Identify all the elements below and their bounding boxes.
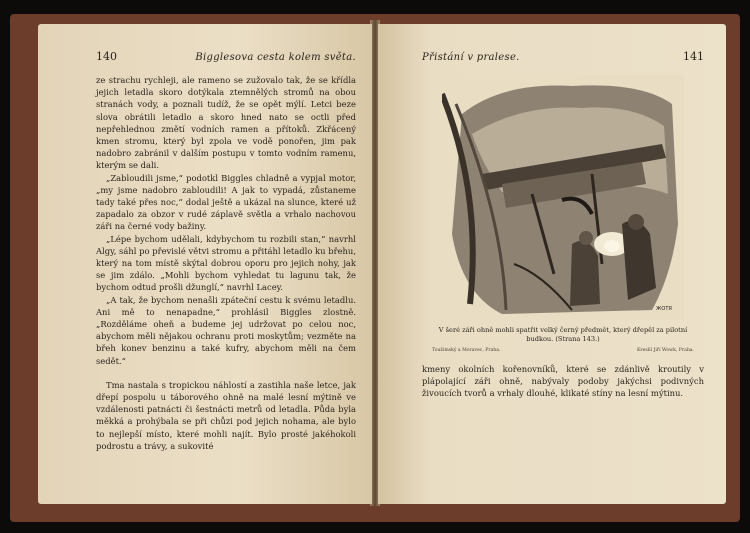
paragraph: ze strachu rychleji, ale rameno se zužovalo tak, že se křídla jejich letadla skoro dotýkala ztemnělých stromů na obou stranách vody, a poznali tudíž, že se opět mýlí. Letci beze slova obrátili letadlo a skoro hned nato se octli před nepřehlednou změtí vodních ramen a přítoků. Zkřácený kmen stromu, který byl zpola ve vodě ponořen, jim pak nadobro zabránil v dalším postupu v tomto vodním ramenu, kterým se dali. (96, 75, 356, 171)
section-break (96, 367, 356, 379)
paragraph: kmeny okolních kořenovníků, které se zdánlivě kroutily v plápolající záři ohně, nabývaly podoby jakýchsi podivných živoucích tvorů a vrhaly dlouhé, klikaté stíny na lesní mýtinu. (422, 364, 704, 399)
left-page-header (96, 50, 356, 63)
right-page (378, 24, 726, 504)
left-page-body (96, 74, 356, 452)
publisher-credit: Toužimský a Moravec, Praha. (432, 348, 501, 353)
illustration (442, 74, 684, 320)
paragraph: „Zabloudili jsme,“ podotkl Biggles chladně a vypjal motor, „my jsme nadobro zabloudili! A jak to vypadá, zůstaneme tady také přes noc,“ dodal ještě a ukázal na slunce, které už zapadalo za obzor v rudé záplavě světla a vrhalo nachovou záři na černé vody bažiny. (96, 172, 356, 232)
paragraph: „A tak, že bychom nenašli zpáteční cestu k svému letadlu. Ani mě to nenapadne,“ prohlásil Biggles zlostně. „Rozděláme oheň a budeme jej udržovat po celou noc, abychom měli nějakou ochranu proti moskytům; vezměte na břeh konev benzinu a také kufry, abychom měli na čem sedět.“ (96, 294, 356, 366)
paragraph: Tma nastala s tropickou náhlostí a zastihla naše letce, jak dřepí pospolu u táborového ohně na malé lesní mýtině ve vzdálenosti patnácti či šestnácti metrů od letadla. Půda byla měkká a prohýbala se při chůzi pod jejich nohama, ale bylo to nejlepší místo, které mohli najít. Bylo prosté jakéhokoli podrostu a trávy, a sukovité (96, 379, 356, 451)
right-page-header (422, 50, 704, 63)
right-page-body (422, 363, 704, 400)
illustrator-credit: Kreslil Jiří Wowk, Praha. (636, 348, 694, 353)
page-number-right: 141 (683, 50, 704, 63)
page-number-left: 140 (96, 50, 117, 63)
illustrator-signature: ЖОТЯ (656, 306, 672, 312)
running-title-left: Bigglesova cesta kolem světa. (195, 52, 356, 63)
paragraph: „Lépe bychom udělali, kdybychom tu rozbili stan,“ navrhl Algy, sáhl po převislé větvi stromu a přitáhl letadlo ku břehu, který na tom místě skýtal dobrou oporu pro jejich nohy, jak se jim zdálo. „Mohli bychom vyhledat tu lagunu tak, že bychom odtud prošli džunglí,“ navrhl Lacey. (96, 233, 356, 293)
illustration-credits (432, 348, 694, 353)
left-page (38, 24, 372, 504)
running-title-right: Přistání v pralese. (422, 52, 520, 63)
illustration-caption: V šeré záři ohně mohli spatřit velký černý předmět, který dřepěl za pilotní budkou. (Strana 143.) (438, 326, 688, 343)
